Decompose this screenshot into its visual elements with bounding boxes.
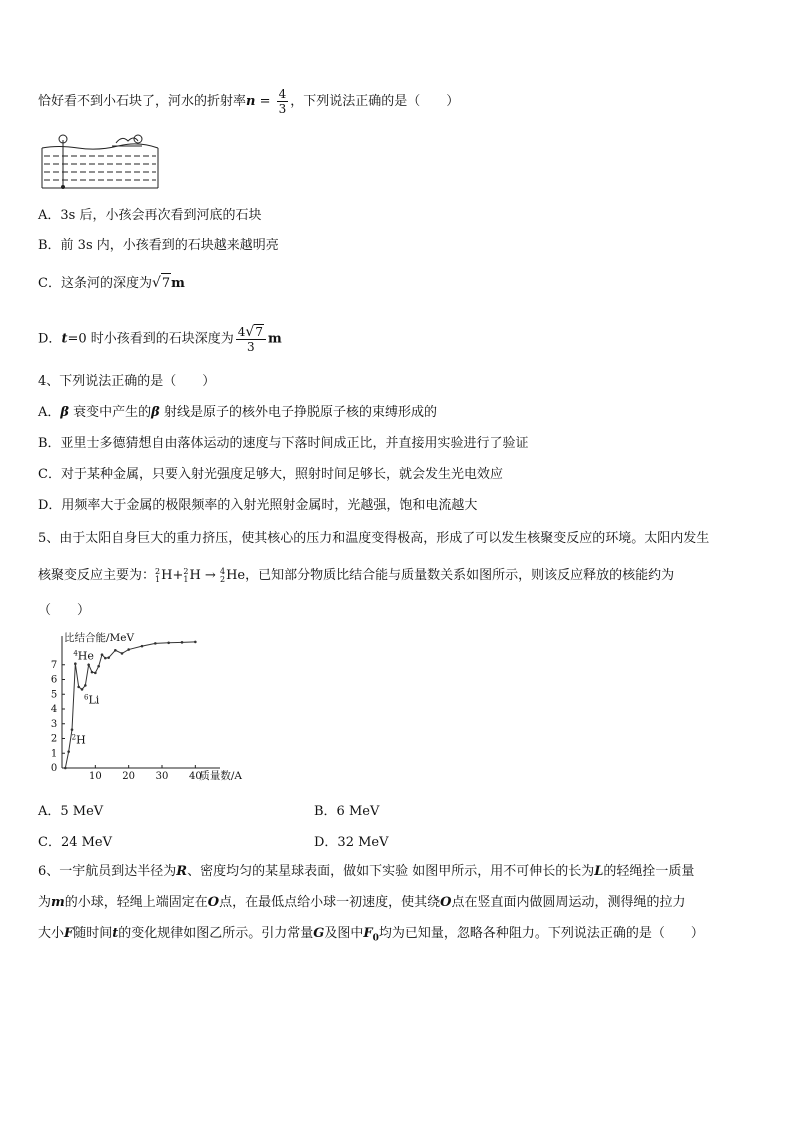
data-point [101,653,104,656]
nuclide-he4: 4 2He [219,566,246,584]
q3-option-c[interactable]: C．这条河的深度为√7m [38,273,185,294]
data-point [114,649,117,652]
nuclide-annotation [84,693,100,706]
q4-option-a[interactable]: A．β 衰变中产生的β 射线是原子的核外电子挣脱原子核的束缚形成的 [38,405,437,420]
y-tick-label: 4 [50,704,58,715]
x-tick-label: 10 [88,771,102,782]
q4-option-d[interactable]: D．用频率大于金属的极限频率的入射光照射金属时，光越强，饱和电流越大 [38,498,478,513]
y-tick-label: 1 [50,748,58,760]
data-point [81,688,84,691]
y-tick-label: 6 [50,674,58,686]
nuclide-h2-b: 2 1H [183,566,201,584]
q6-stem-line2: 为m的小球，轻绳上端固定在O点，在最低点给小球一初速度，使其绕O点在竖直面内做圆周运动，测得绳的拉力 [38,895,686,910]
annotation-symbol: He [77,649,94,663]
binding-energy-chart [36,630,246,790]
q5-stem-line1: 5、由于太阳自身巨大的重力挤压，使其核心的压力和温度变得极高，形成了可以发生核聚变反应的环境。太阳内发生 [38,531,710,546]
data-point [87,663,90,666]
data-point [64,767,67,770]
fraction-n: $\frac{4}{3}$ [278,87,287,116]
q5-option-a[interactable]: A．5 MeV [38,804,104,819]
nuclide-annotation [73,650,94,663]
nuclide-annotation [72,734,86,747]
q3-stem: 恰好看不到小石块了，河水的折射率n = $\frac{4}{3}$ ，下列说法正确的是（ ） [38,87,460,116]
data-point [77,686,80,689]
data-point [67,750,70,753]
y-tick-label: 3 [50,718,58,730]
data-point [104,657,107,660]
q4-stem: 4、下列说法正确的是（ ） [38,374,216,389]
data-point [84,684,87,687]
q4-option-c[interactable]: C．对于某种金属，只要入射光强度足够大，照射时间足够长，就会发生光电效应 [38,467,503,482]
data-point [127,648,130,651]
data-point [141,645,144,648]
y-tick-label: 0 [50,763,58,774]
y-tick-label: 7 [50,659,58,671]
data-point [154,642,157,645]
q3-option-d[interactable]: D．t=0 时小孩看到的石块深度为 $\frac{4√7}{3}$ m [38,324,282,354]
data-point [121,652,124,655]
q4-option-b[interactable]: B．亚里士多德猜想自由落体运动的速度与下落时间成正比，并直接用实验进行了验证 [38,436,529,451]
data-point [74,662,77,665]
river-figure [38,132,166,192]
data-point [71,728,74,731]
nuclide-h2-a: 2 1H [155,566,173,584]
x-tick-label: 30 [155,771,169,782]
x-tick-label: 20 [122,771,136,782]
q6-stem-line3: 大小F随时间t的变化规律如图乙所示。引力常量G及图中$F_0$均为已知量，忽略各种阻力。下列说法正确的是（ ） [38,926,704,944]
x-tick-label: 40 [188,771,202,782]
q6-stem-line1: 6、一宇航员到达半径为R、密度均匀的某星球表面，做如下实验 如图甲所示，用不可伸长的长为L的轻绳拴一质量 [38,864,695,879]
annotation-symbol: Li [88,693,100,707]
annotation-mass: 4 [73,649,78,658]
data-point [181,641,184,644]
fraction-depth: $\frac{4√7}{3}$ [236,324,266,354]
annotation-mass: 6 [84,693,89,702]
y-axis-label: 比结合能/MeV [64,632,135,644]
annotation-symbol: H [76,733,86,747]
y-tick-label: 2 [50,733,58,745]
q5-option-d[interactable]: D．32 MeV [314,835,389,850]
data-point [194,641,197,644]
data-point [107,656,110,659]
q5-stem-line3: （ ） [38,603,91,618]
annotation-mass: 2 [71,733,77,742]
data-point [91,671,94,674]
q5-stem-line2: 核聚变反应主要为：2 1H+2 1H → 4 2He，已知部分物质比结合能与质量数关系如图所示，则该反应释放的核能约为 [38,566,674,586]
x-axis-label: 质量数/A [199,770,242,782]
data-point [97,665,100,668]
q5-option-c[interactable]: C．24 MeV [38,835,113,850]
data-point [94,672,97,675]
y-tick-label: 5 [50,689,58,701]
q5-option-b[interactable]: B．6 MeV [314,804,380,819]
data-point [167,641,170,644]
q3-option-b[interactable]: B．前 3s 内，小孩看到的石块越来越明亮 [38,238,279,253]
q3-option-a[interactable]: A．3s 后，小孩会再次看到河底的石块 [38,208,262,223]
